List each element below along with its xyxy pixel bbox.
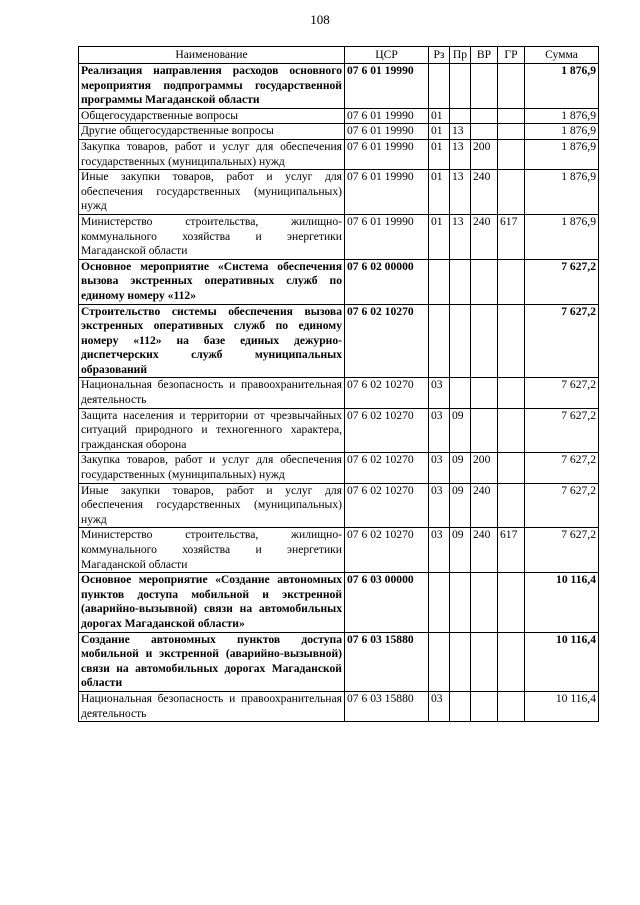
- table-header-row: [79, 47, 599, 64]
- cell-rz: 01: [429, 170, 450, 215]
- cell-csr: 07 6 01 19990: [345, 170, 429, 215]
- cell-sum: 1 876,9: [525, 64, 599, 109]
- cell-pr: 13: [450, 139, 471, 169]
- cell-rz: 03: [429, 378, 450, 408]
- cell-name: Общегосударственные вопросы: [79, 108, 345, 124]
- cell-vr: [471, 408, 498, 453]
- table-row: [79, 453, 599, 483]
- cell-gr: [498, 408, 525, 453]
- cell-sum: 1 876,9: [525, 124, 599, 140]
- cell-vr: [471, 124, 498, 140]
- table-row: [79, 691, 599, 721]
- cell-rz: 01: [429, 108, 450, 124]
- cell-name: Министерство строительства, жилищно-коммунального хозяйства и энергетики Магаданской области: [79, 528, 345, 573]
- cell-rz: 01: [429, 124, 450, 140]
- cell-gr: [498, 378, 525, 408]
- cell-name: Защита населения и территории от чрезвычайных ситуаций природного и техногенного характера, гражданская оборона: [79, 408, 345, 453]
- cell-sum: 7 627,2: [525, 304, 599, 378]
- cell-csr: 07 6 01 19990: [345, 64, 429, 109]
- cell-rz: [429, 64, 450, 109]
- budget-table: [78, 46, 599, 722]
- table-row: [79, 304, 599, 378]
- cell-sum: 10 116,4: [525, 632, 599, 691]
- cell-sum: 7 627,2: [525, 259, 599, 304]
- cell-vr: 240: [471, 528, 498, 573]
- cell-name: Создание автономных пунктов доступа мобильной и экстренной (аварийно-вызывной) связи на автомобильных дорогах Магаданской области: [79, 632, 345, 691]
- cell-gr: [498, 453, 525, 483]
- cell-pr: 13: [450, 170, 471, 215]
- table-row: [79, 214, 599, 259]
- header-name: Наименование: [79, 47, 345, 64]
- cell-gr: [498, 108, 525, 124]
- cell-csr: 07 6 02 10270: [345, 378, 429, 408]
- cell-sum: 10 116,4: [525, 691, 599, 721]
- cell-gr: [498, 139, 525, 169]
- table-row: [79, 64, 599, 109]
- cell-gr: [498, 259, 525, 304]
- header-gr: ГР: [498, 47, 525, 64]
- cell-sum: 7 627,2: [525, 453, 599, 483]
- cell-gr: [498, 64, 525, 109]
- cell-gr: [498, 573, 525, 632]
- cell-name: Иные закупки товаров, работ и услуг для обеспечения государственных (муниципальных) нужд: [79, 170, 345, 215]
- cell-gr: 617: [498, 528, 525, 573]
- cell-rz: [429, 259, 450, 304]
- cell-name: Закупка товаров, работ и услуг для обеспечения государственных (муниципальных) нужд: [79, 453, 345, 483]
- header-sum: Сумма: [525, 47, 599, 64]
- cell-gr: 617: [498, 214, 525, 259]
- cell-sum: 1 876,9: [525, 214, 599, 259]
- cell-vr: [471, 632, 498, 691]
- cell-rz: [429, 632, 450, 691]
- cell-vr: [471, 108, 498, 124]
- cell-sum: 7 627,2: [525, 483, 599, 528]
- cell-sum: 1 876,9: [525, 139, 599, 169]
- cell-pr: 09: [450, 528, 471, 573]
- page-number: 108: [310, 12, 330, 27]
- cell-vr: [471, 691, 498, 721]
- cell-csr: 07 6 01 19990: [345, 108, 429, 124]
- table-row: [79, 259, 599, 304]
- table-row: [79, 124, 599, 140]
- cell-gr: [498, 483, 525, 528]
- table-row: [79, 528, 599, 573]
- cell-sum: 1 876,9: [525, 170, 599, 215]
- cell-csr: 07 6 01 19990: [345, 214, 429, 259]
- cell-vr: [471, 573, 498, 632]
- cell-pr: [450, 378, 471, 408]
- cell-pr: 09: [450, 483, 471, 528]
- cell-csr: 07 6 03 15880: [345, 632, 429, 691]
- cell-pr: [450, 304, 471, 378]
- cell-name: Министерство строительства, жилищно-коммунального хозяйства и энергетики Магаданской области: [79, 214, 345, 259]
- header-csr: ЦСР: [345, 47, 429, 64]
- cell-rz: 03: [429, 483, 450, 528]
- cell-pr: 13: [450, 214, 471, 259]
- cell-rz: 03: [429, 408, 450, 453]
- cell-name: Национальная безопасность и правоохранительная деятельность: [79, 378, 345, 408]
- table-row: [79, 139, 599, 169]
- cell-vr: 240: [471, 170, 498, 215]
- table-row: [79, 632, 599, 691]
- cell-name: Строительство системы обеспечения вызова экстренных оперативных служб по единому номеру «112» на базе единых дежурно-диспетчерских служб муниципальных образований: [79, 304, 345, 378]
- cell-pr: [450, 259, 471, 304]
- cell-gr: [498, 124, 525, 140]
- cell-pr: 13: [450, 124, 471, 140]
- cell-sum: 7 627,2: [525, 378, 599, 408]
- table-row: [79, 170, 599, 215]
- cell-rz: 03: [429, 691, 450, 721]
- cell-csr: 07 6 02 10270: [345, 528, 429, 573]
- cell-vr: [471, 64, 498, 109]
- cell-gr: [498, 170, 525, 215]
- cell-csr: 07 6 03 15880: [345, 691, 429, 721]
- cell-sum: 7 627,2: [525, 528, 599, 573]
- cell-gr: [498, 691, 525, 721]
- cell-rz: 03: [429, 528, 450, 573]
- cell-pr: [450, 573, 471, 632]
- cell-pr: [450, 632, 471, 691]
- cell-pr: 09: [450, 453, 471, 483]
- cell-rz: 01: [429, 214, 450, 259]
- cell-name: Иные закупки товаров, работ и услуг для обеспечения государственных (муниципальных) нужд: [79, 483, 345, 528]
- cell-name: Другие общегосударственные вопросы: [79, 124, 345, 140]
- cell-name: Основное мероприятие «Создание автономных пунктов доступа мобильной и экстренной (аварийно-вызывной) связи на автомобильных дорогах Магаданской области»: [79, 573, 345, 632]
- cell-csr: 07 6 02 10270: [345, 408, 429, 453]
- cell-csr: 07 6 02 10270: [345, 304, 429, 378]
- table-row: [79, 408, 599, 453]
- cell-rz: [429, 304, 450, 378]
- header-rz: Рз: [429, 47, 450, 64]
- table-row: [79, 573, 599, 632]
- cell-gr: [498, 304, 525, 378]
- header-vr: ВР: [471, 47, 498, 64]
- cell-pr: 09: [450, 408, 471, 453]
- cell-csr: 07 6 01 19990: [345, 124, 429, 140]
- table-row: [79, 108, 599, 124]
- cell-rz: 01: [429, 139, 450, 169]
- header-pr: Пр: [450, 47, 471, 64]
- cell-vr: 240: [471, 483, 498, 528]
- cell-vr: [471, 304, 498, 378]
- cell-csr: 07 6 02 00000: [345, 259, 429, 304]
- table-row: [79, 378, 599, 408]
- cell-pr: [450, 64, 471, 109]
- cell-name: Закупка товаров, работ и услуг для обеспечения государственных (муниципальных) нужд: [79, 139, 345, 169]
- cell-csr: 07 6 02 10270: [345, 453, 429, 483]
- cell-csr: 07 6 02 10270: [345, 483, 429, 528]
- cell-vr: [471, 259, 498, 304]
- cell-sum: 10 116,4: [525, 573, 599, 632]
- cell-gr: [498, 632, 525, 691]
- cell-vr: 200: [471, 139, 498, 169]
- cell-rz: [429, 573, 450, 632]
- cell-vr: 200: [471, 453, 498, 483]
- cell-pr: [450, 108, 471, 124]
- cell-pr: [450, 691, 471, 721]
- table-body: [79, 64, 599, 722]
- cell-rz: 03: [429, 453, 450, 483]
- table-row: [79, 483, 599, 528]
- cell-sum: 1 876,9: [525, 108, 599, 124]
- cell-csr: 07 6 01 19990: [345, 139, 429, 169]
- cell-name: Основное мероприятие «Система обеспечения вызова экстренных оперативных служб по единому номеру «112»: [79, 259, 345, 304]
- cell-vr: [471, 378, 498, 408]
- cell-vr: 240: [471, 214, 498, 259]
- cell-sum: 7 627,2: [525, 408, 599, 453]
- cell-csr: 07 6 03 00000: [345, 573, 429, 632]
- cell-name: Реализация направления расходов основного мероприятия подпрограммы государственной программы Магаданской области: [79, 64, 345, 109]
- cell-name: Национальная безопасность и правоохранительная деятельность: [79, 691, 345, 721]
